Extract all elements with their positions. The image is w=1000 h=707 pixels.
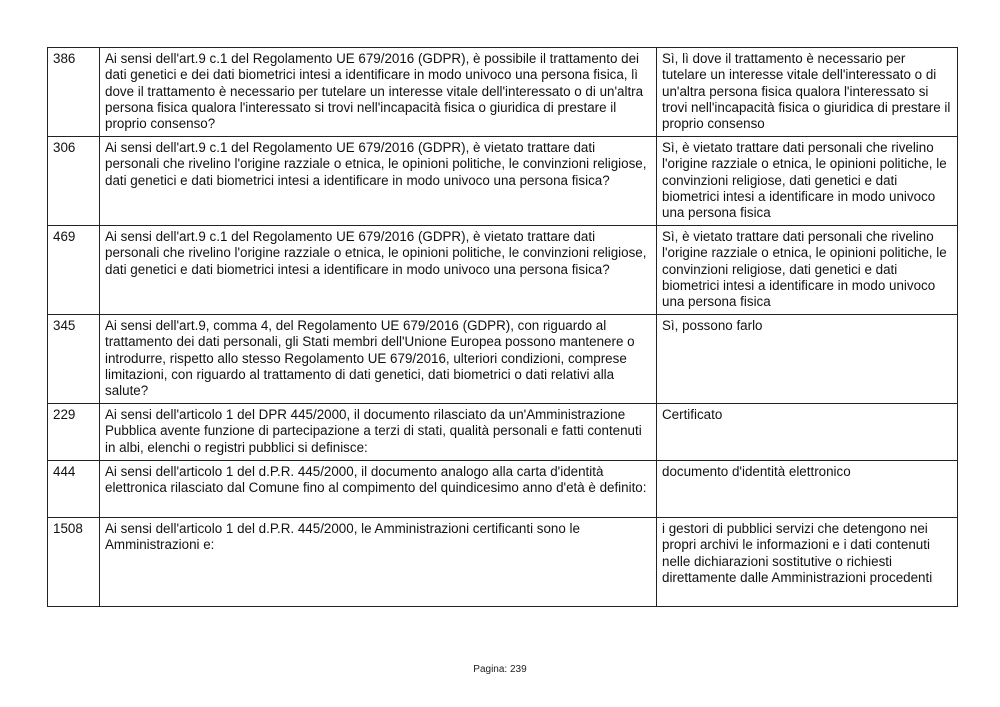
answer-cell: i gestori di pubblici servizi che detengono nei propri archivi le informazioni e i dati contenuti nelle dichiarazioni sostitutive o richiesti direttamente dalle Amministrazioni procedenti bbox=[657, 518, 958, 607]
qa-table bbox=[47, 47, 958, 607]
answer-cell: Sì, è vietato trattare dati personali che rivelino l'origine razziale o etnica, le opinioni politiche, le convinzioni religiose, dati genetici e dati biometrici intesi a identificare in modo univoco una persona fisica bbox=[657, 226, 958, 315]
table-row bbox=[48, 137, 958, 226]
answer-cell: Sì, possono farlo bbox=[657, 315, 958, 404]
answer-cell: Sì, è vietato trattare dati personali che rivelino l'origine razziale o etnica, le opinioni politiche, le convinzioni religiose, dati genetici e dati biometrici intesi a identificare in modo univoco una persona fisica bbox=[657, 137, 958, 226]
table-row bbox=[48, 48, 958, 137]
question-id-cell: 386 bbox=[48, 48, 100, 137]
answer-cell: documento d'identità elettronico bbox=[657, 461, 958, 518]
question-cell: Ai sensi dell'articolo 1 del d.P.R. 445/2000, le Amministrazioni certificanti sono le Amministrazioni e: bbox=[100, 518, 657, 607]
question-id-cell: 345 bbox=[48, 315, 100, 404]
question-id-cell: 229 bbox=[48, 404, 100, 461]
question-cell: Ai sensi dell'art.9 c.1 del Regolamento UE 679/2016 (GDPR), è vietato trattare dati personali che rivelino l'origine razziale o etnica, le opinioni politiche, le convinzioni religiose, dati genetici e dati biometrici intesi a identificare in modo univoco una persona fisica? bbox=[100, 137, 657, 226]
question-cell: Ai sensi dell'articolo 1 del DPR 445/2000, il documento rilasciato da un'Amministrazione Pubblica avente funzione di partecipazione a terzi di stati, qualità personali e fatti contenuti in albi, elenchi o registri pubblici si definisce: bbox=[100, 404, 657, 461]
question-cell: Ai sensi dell'articolo 1 del d.P.R. 445/2000, il documento analogo alla carta d'identità elettronica rilasciato dal Comune fino al compimento del quindicesimo anno d'età è definito: bbox=[100, 461, 657, 518]
table-row bbox=[48, 226, 958, 315]
question-cell: Ai sensi dell'art.9, comma 4, del Regolamento UE 679/2016 (GDPR), con riguardo al trattamento dei dati personali, gli Stati membri dell'Unione Europea possono mantenere o introdurre, rispetto allo stesso Regolamento UE 679/2016, ulteriori condizioni, comprese limitazioni, con riguardo al trattamento di dati genetici, dati biometrici o dati relativi alla salute? bbox=[100, 315, 657, 404]
question-id-cell: 469 bbox=[48, 226, 100, 315]
table-row bbox=[48, 315, 958, 404]
table-row bbox=[48, 404, 958, 461]
page-number: Pagina: 239 bbox=[473, 664, 527, 675]
answer-cell: Sì, lì dove il trattamento è necessario per tutelare un interesse vitale dell'interessato o di un'altra persona fisica qualora l'interessato si trovi nell'incapacità fisica o giuridica di prestare il proprio consenso bbox=[657, 48, 958, 137]
table-row bbox=[48, 461, 958, 518]
answer-cell: Certificato bbox=[657, 404, 958, 461]
question-cell: Ai sensi dell'art.9 c.1 del Regolamento UE 679/2016 (GDPR), è vietato trattare dati personali che rivelino l'origine razziale o etnica, le opinioni politiche, le convinzioni religiose, dati genetici e dati biometrici intesi a identificare in modo univoco una persona fisica? bbox=[100, 226, 657, 315]
question-id-cell: 306 bbox=[48, 137, 100, 226]
table-row bbox=[48, 518, 958, 607]
question-cell: Ai sensi dell'art.9 c.1 del Regolamento UE 679/2016 (GDPR), è possibile il trattamento dei dati genetici e dei dati biometrici intesi a identificare in modo univoco una persona fisica, lì dove il trattamento è necessario per tutelare un interesse vitale dell'interessato o di un'altra persona fisica qualora l'interessato si trovi nell'incapacità fisica o giuridica di prestare il proprio consenso? bbox=[100, 48, 657, 137]
question-id-cell: 444 bbox=[48, 461, 100, 518]
question-id-cell: 1508 bbox=[48, 518, 100, 607]
